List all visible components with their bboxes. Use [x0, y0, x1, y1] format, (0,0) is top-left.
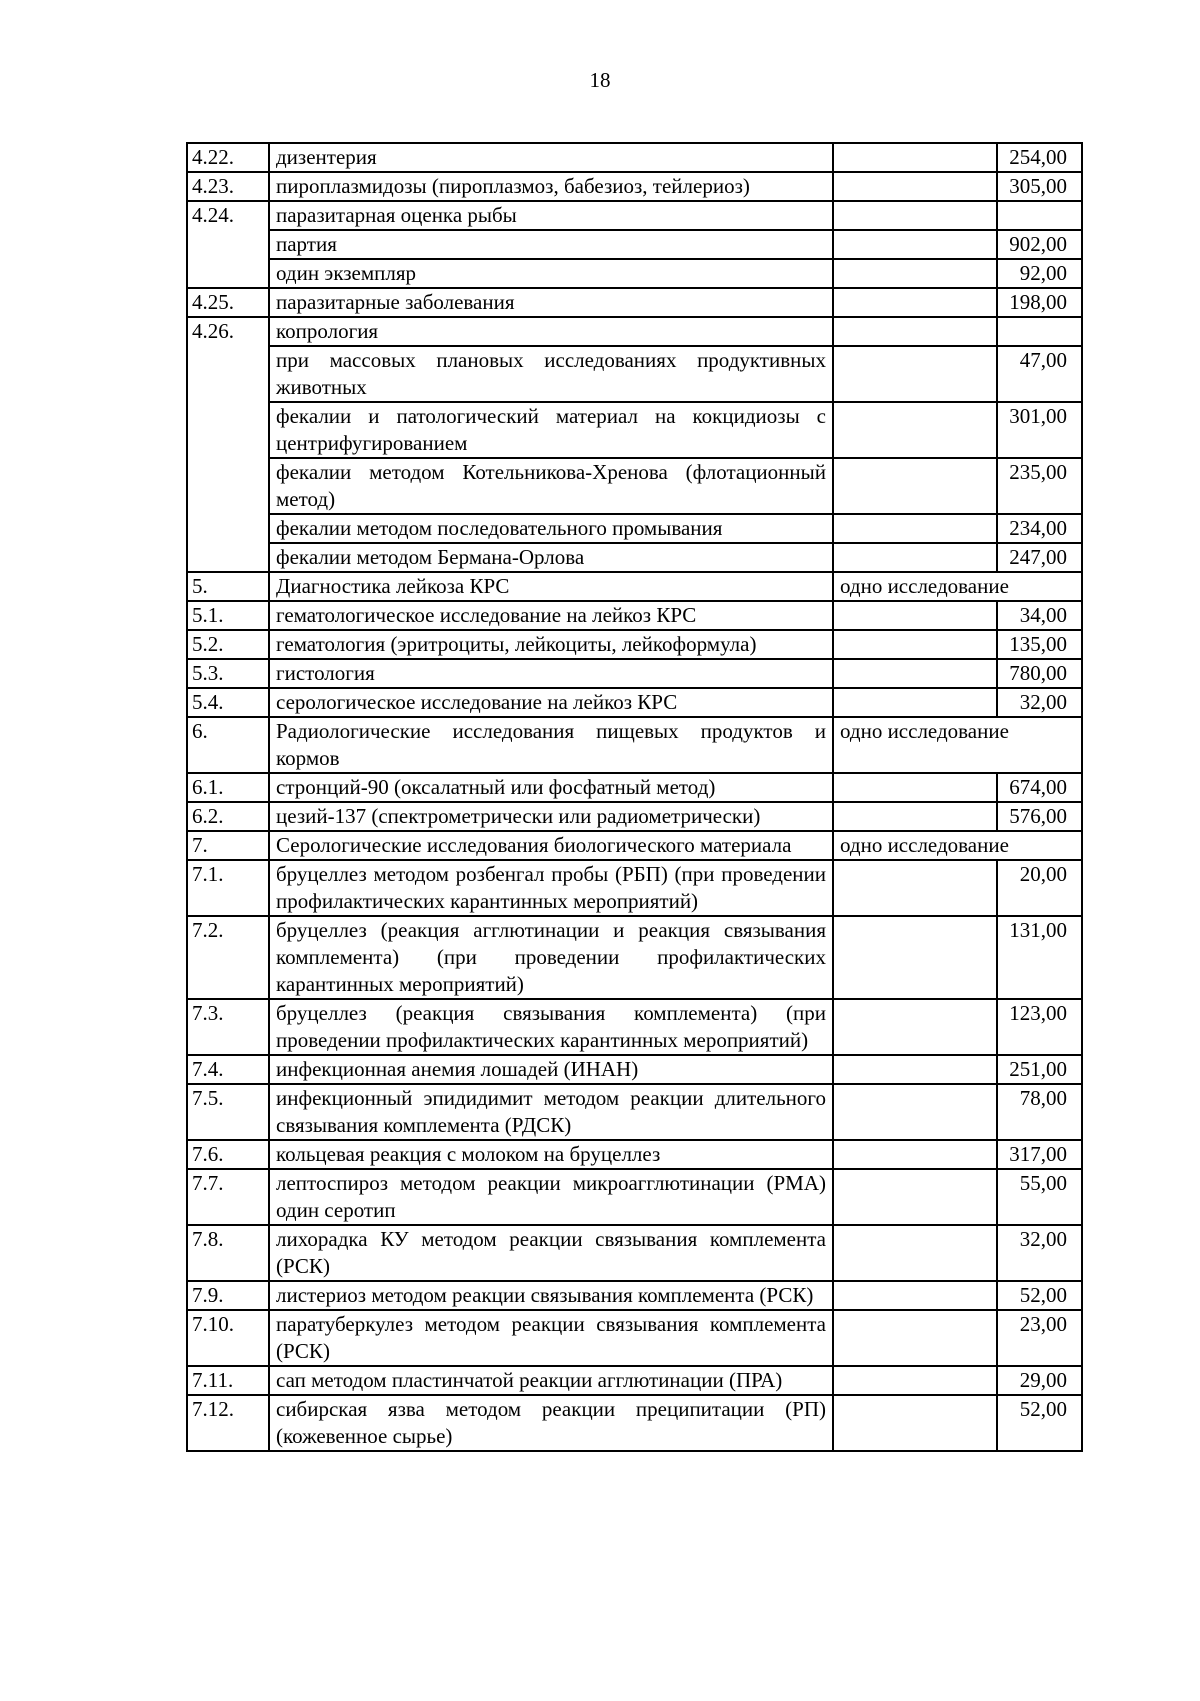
- row-number: 7.11.: [187, 1366, 269, 1395]
- unit-cell: [833, 543, 997, 572]
- price-value: 674,00: [997, 773, 1082, 802]
- table-row: [187, 773, 1082, 802]
- unit-cell: [833, 1281, 997, 1310]
- service-name: сибирская язва методом реакции преципитации (РП) (кожевенное сырье): [269, 1395, 833, 1451]
- row-number: 7.8.: [187, 1225, 269, 1281]
- price-value: 52,00: [997, 1281, 1082, 1310]
- table-row: [187, 1169, 1082, 1225]
- unit-cell: [833, 659, 997, 688]
- service-name: цезий-137 (спектрометрически или радиометрически): [269, 802, 833, 831]
- service-name: паразитарные заболевания: [269, 288, 833, 317]
- table-row: [187, 317, 1082, 346]
- table-row: [187, 630, 1082, 659]
- service-name: фекалии методом Бермана-Орлова: [269, 543, 833, 572]
- table-row: [187, 1055, 1082, 1084]
- row-number: 4.25.: [187, 288, 269, 317]
- service-name: бруцеллез методом розбенгал пробы (РБП) (при проведении профилактических карантинных мероприятий): [269, 860, 833, 916]
- unit-cell: [833, 1395, 997, 1451]
- price-value: 47,00: [997, 346, 1082, 402]
- unit-cell: [833, 601, 997, 630]
- price-table: [186, 142, 1083, 1452]
- service-name: фекалии и патологический материал на кокцидиозы с центрифугированием: [269, 402, 833, 458]
- row-number: 7.6.: [187, 1140, 269, 1169]
- unit-label: одно исследование: [833, 572, 1082, 601]
- table-row: [187, 288, 1082, 317]
- unit-cell: [833, 688, 997, 717]
- table-row: [187, 860, 1082, 916]
- row-number: 6.2.: [187, 802, 269, 831]
- price-value: 20,00: [997, 860, 1082, 916]
- row-number: 7.10.: [187, 1310, 269, 1366]
- price-value: 55,00: [997, 1169, 1082, 1225]
- price-table-body: [187, 143, 1082, 1451]
- row-number: 5.3.: [187, 659, 269, 688]
- price-value: 92,00: [997, 259, 1082, 288]
- service-name: при массовых плановых исследованиях продуктивных животных: [269, 346, 833, 402]
- row-number: 7.9.: [187, 1281, 269, 1310]
- service-name: бруцеллез (реакция агглютинации и реакция связывания комплемента) (при проведении профилактических карантинных мероприятий): [269, 916, 833, 999]
- price-value: 247,00: [997, 543, 1082, 572]
- row-number: 7.4.: [187, 1055, 269, 1084]
- price-value: 235,00: [997, 458, 1082, 514]
- row-number: 7.2.: [187, 916, 269, 999]
- table-row: [187, 1395, 1082, 1451]
- price-value: 317,00: [997, 1140, 1082, 1169]
- service-name: фекалии методом последовательного промывания: [269, 514, 833, 543]
- price-value: 234,00: [997, 514, 1082, 543]
- table-row: [187, 802, 1082, 831]
- row-number: 5.4.: [187, 688, 269, 717]
- unit-cell: [833, 259, 997, 288]
- price-value: 131,00: [997, 916, 1082, 999]
- service-name: дизентерия: [269, 143, 833, 172]
- page-number: 18: [589, 68, 611, 92]
- service-name: фекалии методом Котельникова-Хренова (флотационный метод): [269, 458, 833, 514]
- service-name: партия: [269, 230, 833, 259]
- unit-cell: [833, 402, 997, 458]
- unit-cell: [833, 172, 997, 201]
- table-row: [187, 717, 1082, 773]
- service-name: бруцеллез (реакция связывания комплемента) (при проведении профилактических карантинных мероприятий): [269, 999, 833, 1055]
- service-name: инфекционный эпидидимит методом реакции длительного связывания комплемента (РДСК): [269, 1084, 833, 1140]
- unit-cell: [833, 1055, 997, 1084]
- price-value: 301,00: [997, 402, 1082, 458]
- unit-cell: [833, 1169, 997, 1225]
- unit-cell: [833, 143, 997, 172]
- table-row: [187, 143, 1082, 172]
- unit-cell: [833, 802, 997, 831]
- price-value: 78,00: [997, 1084, 1082, 1140]
- table-row: [187, 1281, 1082, 1310]
- row-number: 7.: [187, 831, 269, 860]
- unit-label: одно исследование: [833, 831, 1082, 860]
- service-name: Диагностика лейкоза КРС: [269, 572, 833, 601]
- service-name: лептоспироз методом реакции микроагглютинации (РМА) один серотип: [269, 1169, 833, 1225]
- unit-cell: [833, 999, 997, 1055]
- table-row: [187, 172, 1082, 201]
- row-number: 6.: [187, 717, 269, 773]
- price-value: [997, 201, 1082, 230]
- table-row: [187, 659, 1082, 688]
- unit-cell: [833, 773, 997, 802]
- unit-cell: [833, 1084, 997, 1140]
- price-value: 32,00: [997, 1225, 1082, 1281]
- row-number: 7.3.: [187, 999, 269, 1055]
- unit-cell: [833, 288, 997, 317]
- unit-cell: [833, 860, 997, 916]
- price-value: 902,00: [997, 230, 1082, 259]
- row-number: 4.26.: [187, 317, 269, 572]
- unit-label: одно исследование: [833, 717, 1082, 773]
- service-name: Радиологические исследования пищевых продуктов и кормов: [269, 717, 833, 773]
- table-row: [187, 916, 1082, 999]
- price-value: 34,00: [997, 601, 1082, 630]
- service-name: паразитарная оценка рыбы: [269, 201, 833, 230]
- unit-cell: [833, 1140, 997, 1169]
- service-name: один экземпляр: [269, 259, 833, 288]
- price-value: [997, 317, 1082, 346]
- service-name: инфекционная анемия лошадей (ИНАН): [269, 1055, 833, 1084]
- table-row: [187, 1225, 1082, 1281]
- unit-cell: [833, 1225, 997, 1281]
- unit-cell: [833, 916, 997, 999]
- unit-cell: [833, 201, 997, 230]
- row-number: 7.7.: [187, 1169, 269, 1225]
- service-name: гистология: [269, 659, 833, 688]
- row-number: 6.1.: [187, 773, 269, 802]
- table-row: [187, 201, 1082, 230]
- table-row: [187, 230, 1082, 259]
- row-number: 4.23.: [187, 172, 269, 201]
- table-row: [187, 601, 1082, 630]
- table-row: [187, 402, 1082, 458]
- row-number: 5.1.: [187, 601, 269, 630]
- row-number: 7.5.: [187, 1084, 269, 1140]
- unit-cell: [833, 317, 997, 346]
- price-value: 123,00: [997, 999, 1082, 1055]
- service-name: стронций-90 (оксалатный или фосфатный метод): [269, 773, 833, 802]
- service-name: кольцевая реакция с молоком на бруцеллез: [269, 1140, 833, 1169]
- service-name: паратуберкулез методом реакции связывания комплемента (РСК): [269, 1310, 833, 1366]
- service-name: гематологическое исследование на лейкоз КРС: [269, 601, 833, 630]
- row-number: 4.22.: [187, 143, 269, 172]
- service-name: листериоз методом реакции связывания комплемента (РСК): [269, 1281, 833, 1310]
- unit-cell: [833, 1366, 997, 1395]
- price-value: 251,00: [997, 1055, 1082, 1084]
- table-row: [187, 1366, 1082, 1395]
- price-value: 29,00: [997, 1366, 1082, 1395]
- unit-cell: [833, 1310, 997, 1366]
- price-value: 32,00: [997, 688, 1082, 717]
- service-name: гематология (эритроциты, лейкоциты, лейкоформула): [269, 630, 833, 659]
- service-name: лихорадка КУ методом реакции связывания комплемента (РСК): [269, 1225, 833, 1281]
- table-row: [187, 572, 1082, 601]
- table-row: [187, 688, 1082, 717]
- price-value: 305,00: [997, 172, 1082, 201]
- table-row: [187, 543, 1082, 572]
- price-value: 780,00: [997, 659, 1082, 688]
- row-number: 7.12.: [187, 1395, 269, 1451]
- unit-cell: [833, 630, 997, 659]
- row-number: 5.: [187, 572, 269, 601]
- unit-cell: [833, 458, 997, 514]
- price-value: 52,00: [997, 1395, 1082, 1451]
- unit-cell: [833, 230, 997, 259]
- table-row: [187, 1140, 1082, 1169]
- price-value: 576,00: [997, 802, 1082, 831]
- table-row: [187, 514, 1082, 543]
- unit-cell: [833, 346, 997, 402]
- service-name: пироплазмидозы (пироплазмоз, бабезиоз, тейлериоз): [269, 172, 833, 201]
- row-number: 7.1.: [187, 860, 269, 916]
- table-row: [187, 1310, 1082, 1366]
- table-row: [187, 999, 1082, 1055]
- service-name: серологическое исследование на лейкоз КРС: [269, 688, 833, 717]
- price-value: 254,00: [997, 143, 1082, 172]
- row-number: 4.24.: [187, 201, 269, 288]
- price-value: 135,00: [997, 630, 1082, 659]
- price-value: 23,00: [997, 1310, 1082, 1366]
- table-row: [187, 458, 1082, 514]
- table-row: [187, 259, 1082, 288]
- table-row: [187, 346, 1082, 402]
- unit-cell: [833, 514, 997, 543]
- table-row: [187, 1084, 1082, 1140]
- price-value: 198,00: [997, 288, 1082, 317]
- service-name: Серологические исследования биологического материала: [269, 831, 833, 860]
- row-number: 5.2.: [187, 630, 269, 659]
- service-name: копрология: [269, 317, 833, 346]
- table-row: [187, 831, 1082, 860]
- service-name: сап методом пластинчатой реакции агглютинации (ПРА): [269, 1366, 833, 1395]
